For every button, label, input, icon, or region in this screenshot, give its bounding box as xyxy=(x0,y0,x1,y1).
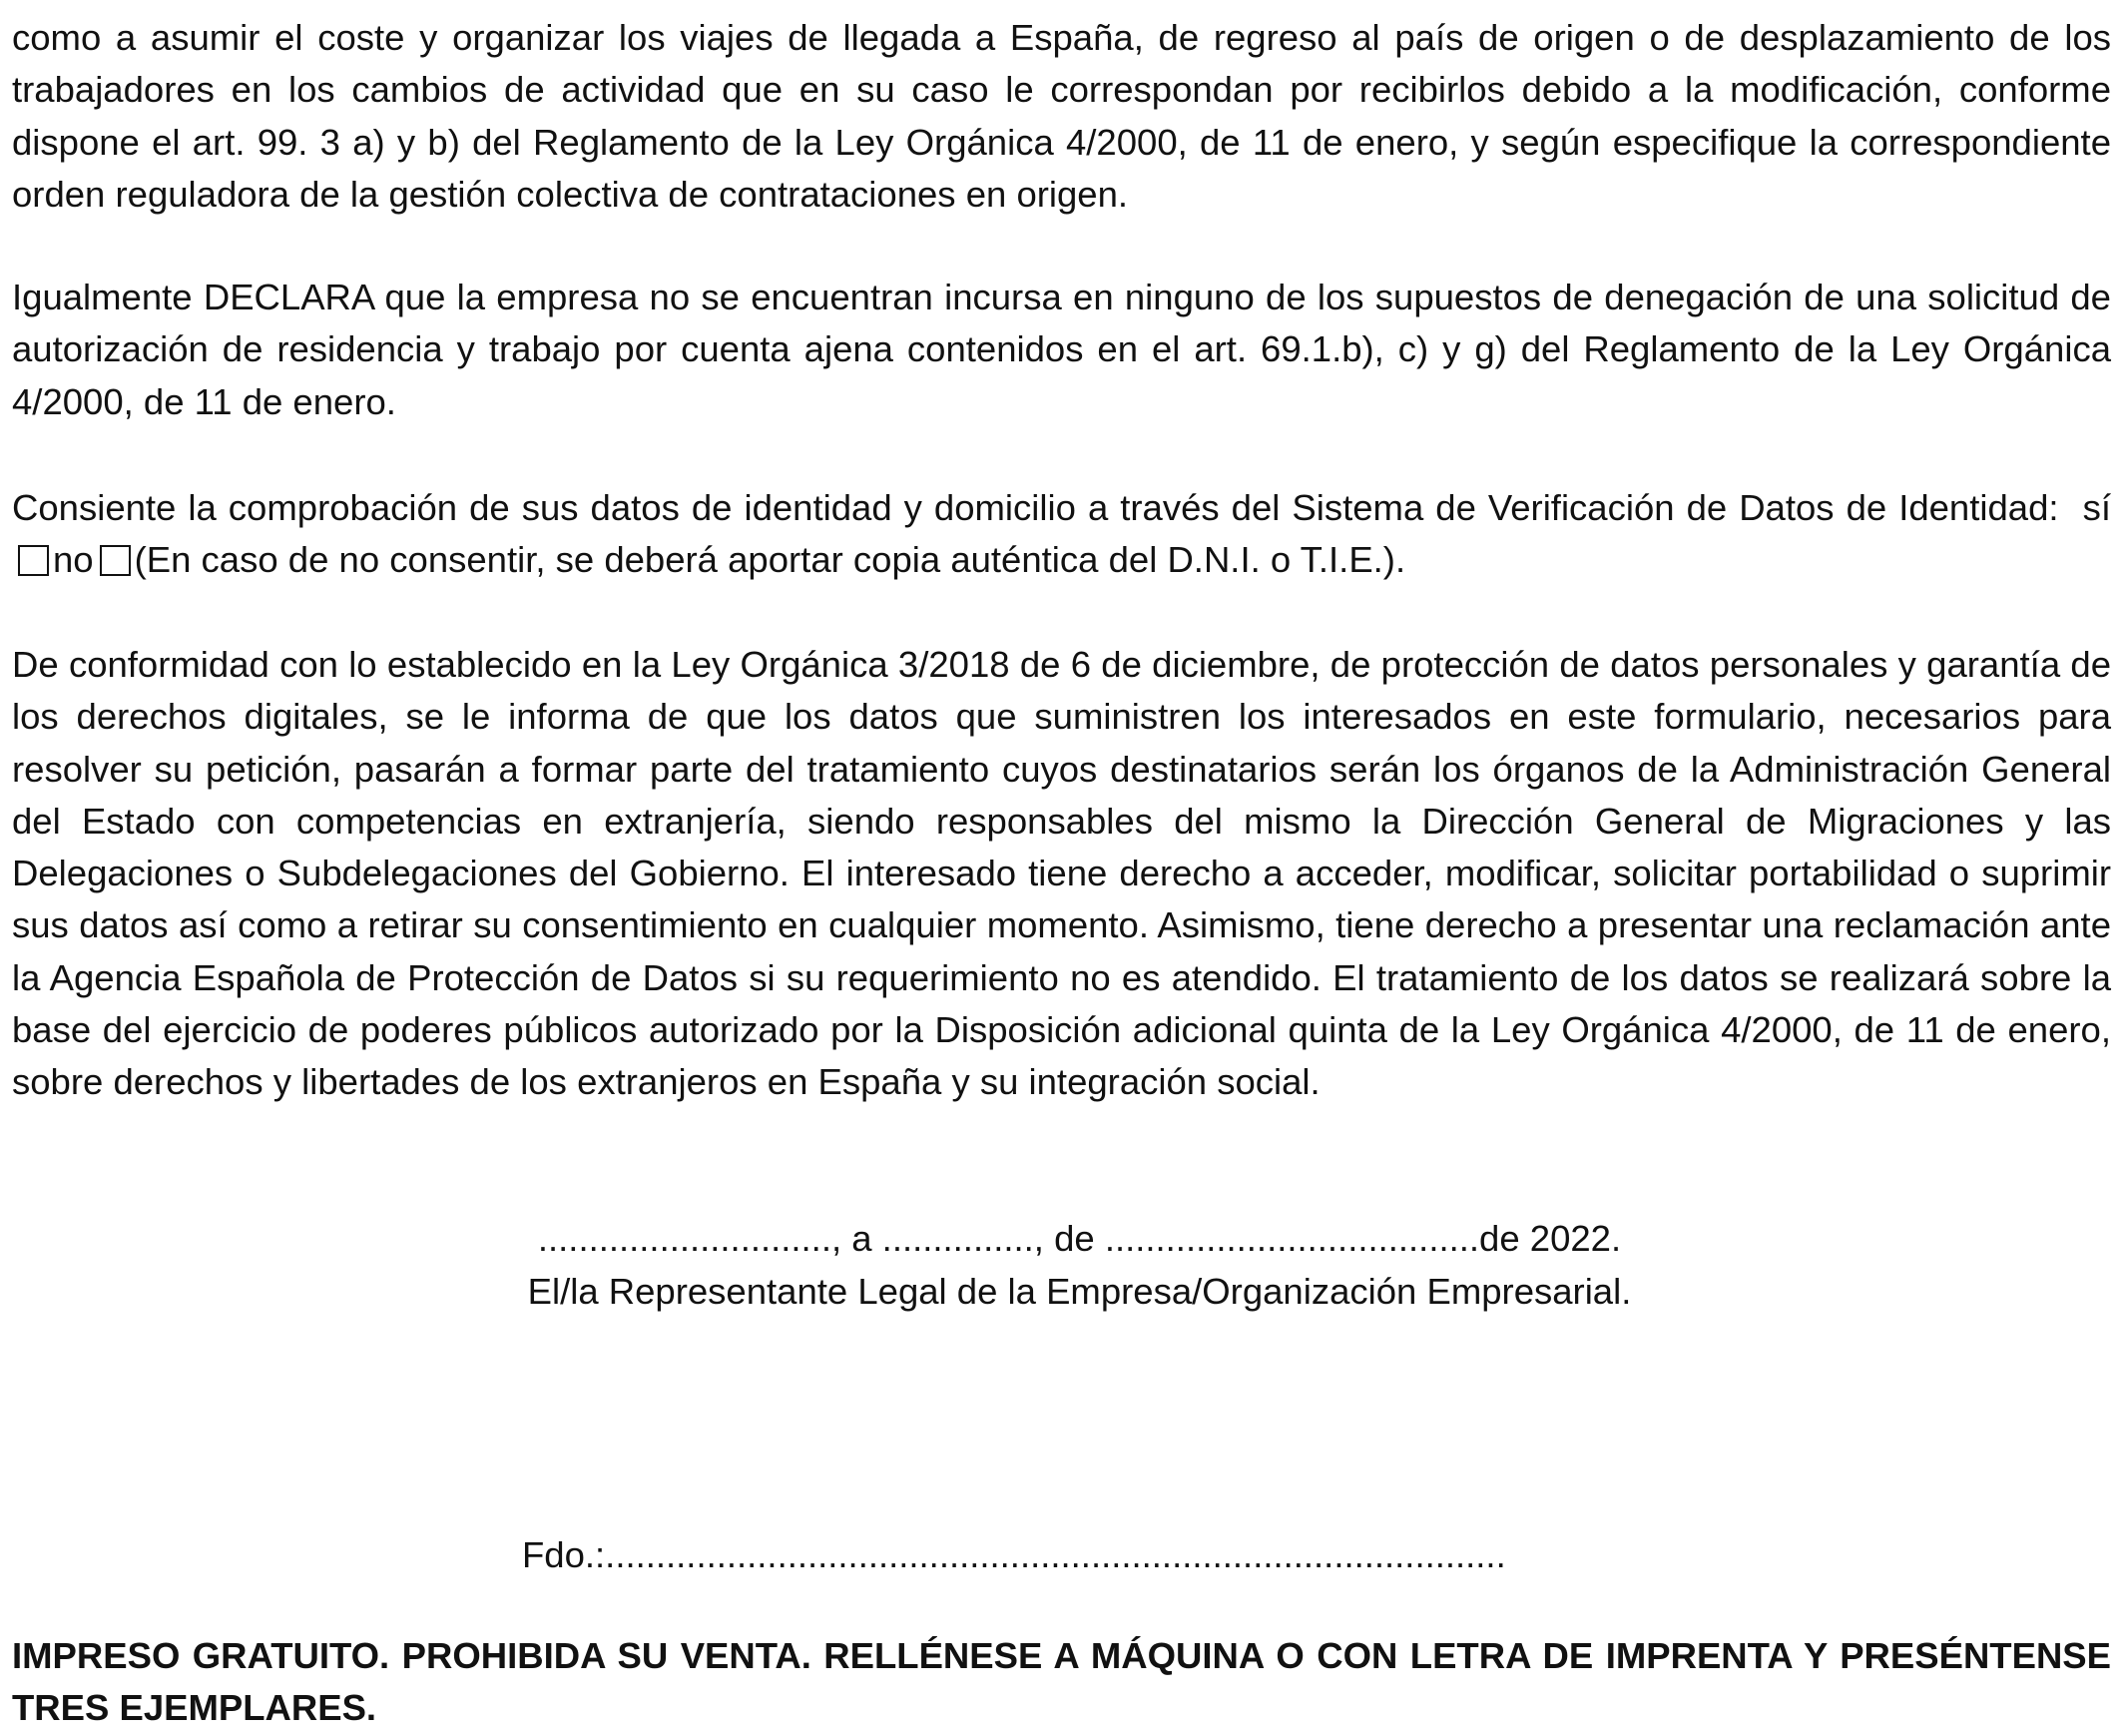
consent-note-text: (En caso de no consentir, se deberá aportar copia auténtica del D.N.I. o T.I.E.). xyxy=(134,539,1406,581)
consent-yes-label: sí xyxy=(2082,487,2111,528)
place-date-line: ............................., a ..............., de .....................................de 2022. xyxy=(537,1218,1622,1259)
declaration-paragraph: Igualmente DECLARA que la empresa no se encuentran incursa en ninguno de los supuestos de denegación de una solicitud de autorización de residencia y trabajo por cuenta ajena contenidos en el art. 69.1.b), c) y g) del Reglamento de la Ley Orgánica 4/2000, de 11 de enero. xyxy=(12,277,2111,422)
travel-costs-paragraph: como a asumir el coste y organizar los viajes de llegada a España, de regreso al país de origen o de desplazamiento de los trabajadores en los cambios de actividad que en su caso le correspondan por recibirlos debido a la modificación, conforme dispone el art. 99. 3 a) y b) del Reglamento de la Ley Orgánica 4/2000, de 11 de enero, y según especifique la correspondiente orden reguladora de la gestión colectiva de contrataciones en origen. xyxy=(12,17,2111,215)
consent-intro-text: Consiente la comprobación de sus datos de identidad y domicilio a través del Sistema de Verificación de Datos de Identidad: xyxy=(12,487,2059,528)
consent-no-checkbox[interactable] xyxy=(100,545,131,576)
identity-consent-paragraph xyxy=(12,482,2111,587)
document-page xyxy=(12,0,2111,1736)
consent-no-label: no xyxy=(53,539,94,581)
data-protection-paragraph: De conformidad con lo establecido en la Ley Orgánica 3/2018 de 6 de diciembre, de protección de datos personales y garantía de los derechos digitales, se le informa de que los datos que suministren los interesados en este formulario, necesarios para resolver su petición, pasarán a formar parte del tratamiento cuyos destinatarios serán los órganos de la Administración General del Estado con competencias en extranjería, siendo responsables del mismo la Dirección General de Migraciones y las Delegaciones o Subdelegaciones del Gobierno. El interesado tiene derecho a acceder, modificar, solicitar portabilidad o suprimir sus datos así como a retirar su consentimiento en cualquier momento. Asimismo, tiene derecho a presentar una reclamación ante la Agencia Española de Protección de Datos si su requerimiento no es atendido. El tratamiento de los datos se realizará sobre la base del ejercicio de poderes públicos autorizado por la Disposición adicional quinta de la Ley Orgánica 4/2000, de 11 de enero, sobre derechos y libertades de los extranjeros en España y su integración social. xyxy=(12,644,2111,1103)
footer-notice: IMPRESO GRATUITO. PROHIBIDA SU VENTA. RELLÉNESE A MÁQUINA O CON LETRA DE IMPRENTA Y PRESÉNTENSE TRES EJEMPLARES. xyxy=(12,1635,2111,1728)
signature-line: Fdo.:......................................................................................... xyxy=(522,1534,1506,1575)
consent-yes-checkbox[interactable] xyxy=(18,545,49,576)
representative-label: El/la Representante Legal de la Empresa/Organización Empresarial. xyxy=(527,1271,1632,1312)
